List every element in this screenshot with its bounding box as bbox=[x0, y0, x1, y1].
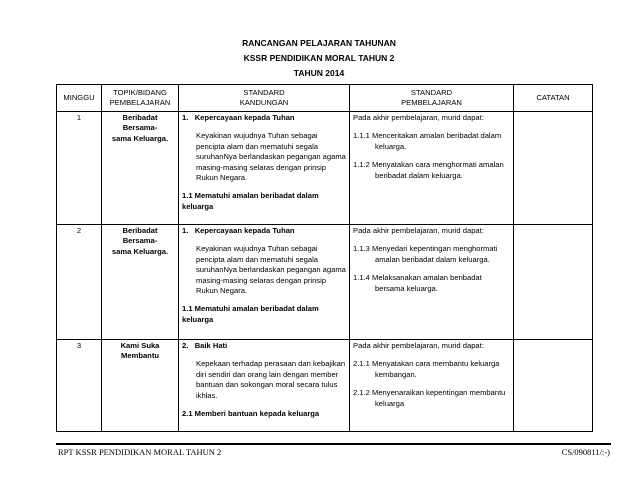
table-row bbox=[57, 340, 593, 432]
footer-divider bbox=[56, 443, 611, 445]
standard-pembelajaran-cell: Pada akhir pembelajaran, murid dapat: 2.1.1 Menyatakan cara membantu keluarga kembangan. 2.1.2 Menyenaraikan kepentingan membantu keluarga bbox=[350, 340, 514, 432]
col-header-minggu: MINGGU bbox=[57, 85, 102, 112]
col-header-standard-pembelajaran: STANDARD PEMBELAJARAN bbox=[350, 85, 514, 112]
table-row bbox=[57, 112, 593, 225]
col-header-standard-kandungan: STANDARD KANDUNGAN bbox=[179, 85, 350, 112]
week-cell: 3 bbox=[57, 340, 102, 432]
topic-cell: Beribadat Bersama- sama Keluarga. bbox=[102, 225, 179, 340]
topic-cell: Beribadat Bersama- sama Keluarga. bbox=[102, 112, 179, 225]
catatan-cell bbox=[514, 340, 593, 432]
lesson-plan-table bbox=[56, 84, 593, 432]
standard-pembelajaran-cell: Pada akhir pembelajaran, murid dapat: 1.1.1 Menceritakan amalan beribadat dalam keluarga. 1.1.2 Menyatakan cara menghormati amalan beribadat dalam keluarga. bbox=[350, 112, 514, 225]
catatan-cell bbox=[514, 225, 593, 340]
topic-cell: Kami Suka Membantu bbox=[102, 340, 179, 432]
col-header-catatan: CATATAN bbox=[514, 85, 593, 112]
table-row bbox=[57, 225, 593, 340]
week-cell: 2 bbox=[57, 225, 102, 340]
standard-kandungan-cell: 1. Kepercayaan kepada Tuhan Keyakinan wujudnya Tuhan sebagai pencipta alam dan mematuhi segala suruhanNya berlandaskan pegangan agama masing-masing selaras dengan prinsip Rukun Negara. 1.1 Mematuhi amalan beribadat dalam keluarga bbox=[179, 225, 350, 340]
doc-year: TAHUN 2014 bbox=[293, 68, 345, 78]
doc-subtitle: KSSR PENDIDIKAN MORAL TAHUN 2 bbox=[243, 53, 395, 63]
footer-left-text: RPT KSSR PENDIDIKAN MORAL TAHUN 2 bbox=[58, 447, 222, 457]
doc-title: RANCANGAN PELAJARAN TAHUNAN bbox=[242, 38, 396, 48]
table-header-row bbox=[57, 85, 593, 112]
week-cell: 1 bbox=[57, 112, 102, 225]
standard-kandungan-cell: 1. Kepercayaan kepada Tuhan Keyakinan wujudnya Tuhan sebagai pencipta alam dan mematuhi segala suruhanNya berlandaskan pegangan agama masing-masing selaras dengan prinsip Rukun Negara. 1.1 Mematuhi amalan beribadat dalam keluarga bbox=[179, 112, 350, 225]
footer-right-text: CS/090811/:-) bbox=[561, 447, 610, 457]
catatan-cell bbox=[514, 112, 593, 225]
standard-kandungan-cell: 2. Baik Hati Kepekaan terhadap perasaan dan kebajikan diri sendiri dan orang lain dengan member bantuan dan sokongan moral secara tulus ikhlas. 2.1 Memberi bantuan kepada keluarga bbox=[179, 340, 350, 432]
standard-pembelajaran-cell: Pada akhir pembelajaran, murid dapat: 1.1.3 Menyedari kepentingan menghormati amalan beribadat dalam keluarga. 1.1.4 Melaksanakan amalan beribadat bersama keluarga. bbox=[350, 225, 514, 340]
col-header-topik: TOPIK/BIDANG PEMBELAJARAN bbox=[102, 85, 179, 112]
